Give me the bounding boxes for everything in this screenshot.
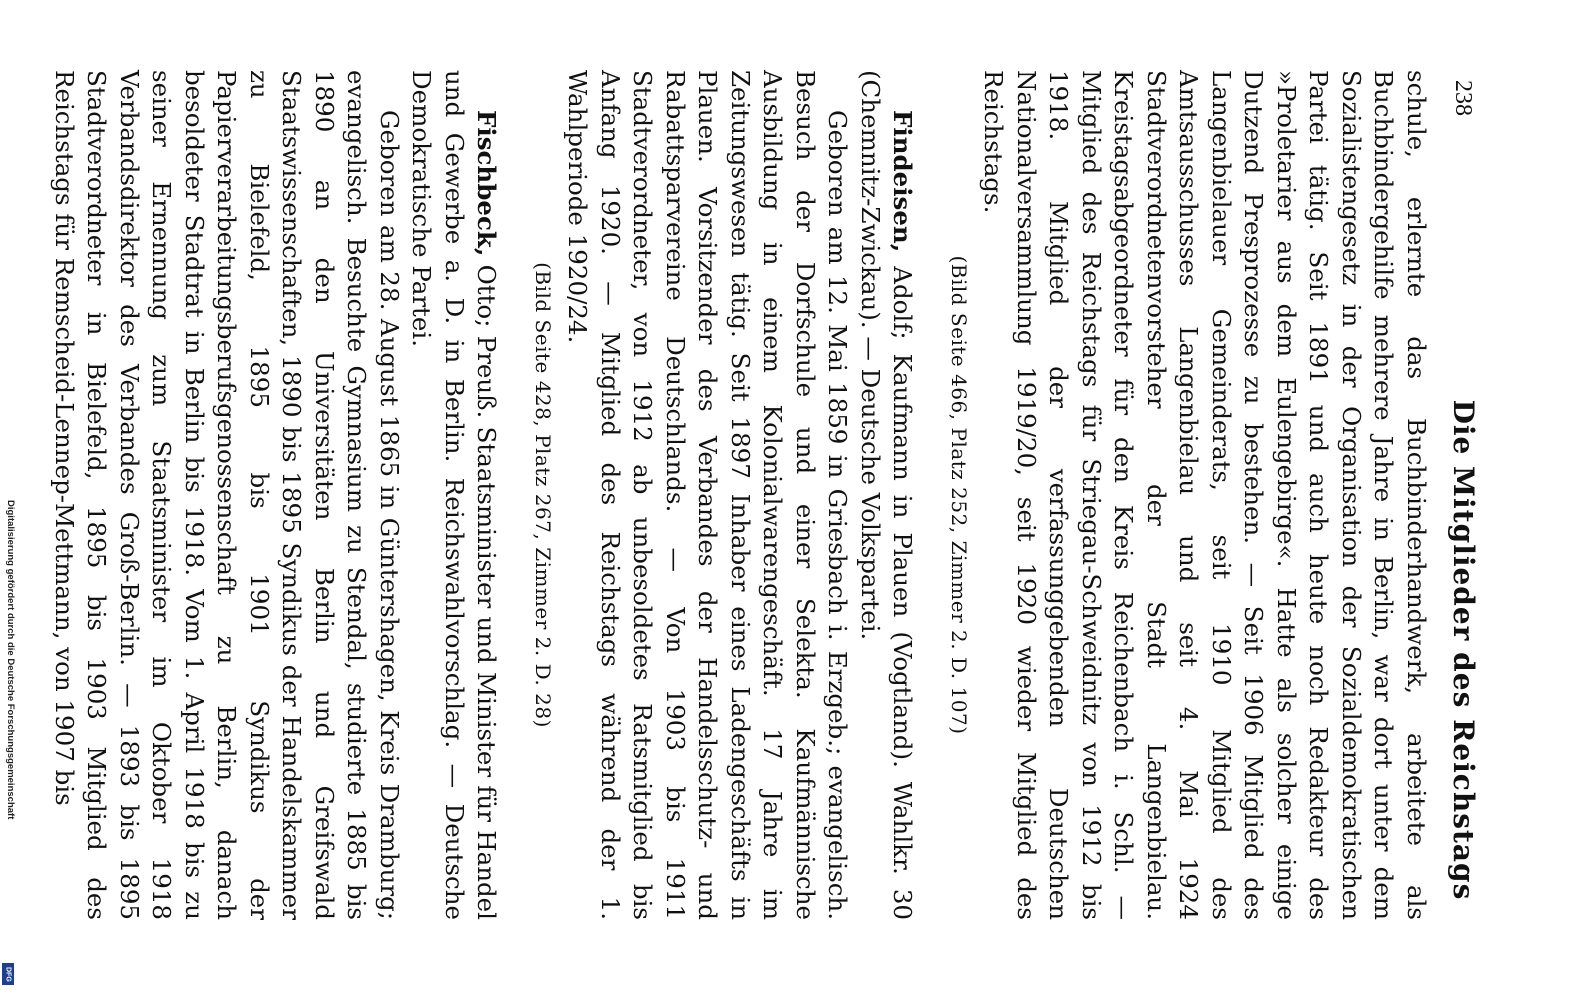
photo-reference: (Bild Seite 466, Platz 252, Zimmer 2. D. 107) <box>947 255 971 735</box>
photo-reference: (Bild Seite 428, Platz 267, Zimmer 2. D. 28) <box>531 262 555 728</box>
entry-biography: Geboren am 28. August 1865 in Güntershagen, Kreis Dramburg; evangelisch. Besuchte Gymnasium zu Stendal, studierte 1885 bis 1890 an den Universitäten Berlin und Greifswald Staatswissenschaften, 1890 bis 1895 Syndikus der Handelskammer zu Bielefeld, 1895 bis 1901 Syndikus der Papierverarbeitungsberufsgenossenschaft zu Berlin, danach besoldeter Stadtrat in Berlin bis 1918. Vom 1. April 1918 bis zu seiner Ernennung zum Staatsminister im Oktober 1918 Verbandsdirektor des Verbandes Groß-Berlin. — 1893 bis 1895 Stadtverordneter in Bielefeld, 1895 bis 1903 Mitglied des Reichstags für Remscheid-Lennep-Mettmann, von 1907 bis <box>50 70 404 920</box>
entry-header <box>854 70 919 920</box>
entry-continuation-text: schule, erlernte das Buchbinderhandwerk, arbeitete als Buchbindergehilfe mehrere Jahre in Berlin, war dort unter dem Sozialistengesetz in der Organisation der Sozialdemokratischen Partei tätig. Seit 1891 und auch heute noch Redakteur des »Proletarier aus dem Eulengebirge«. Hatte als solcher einige Dutzend Presprozesse zu bestehen. — Seit 1906 Mitglied des Langenbielauer Gemeinderats, seit 1910 Mitglied des Amtsausschusses Langenbielau und seit 4. Mai 1924 Stadtverordnetenvorsteher der Stadt Langenbielau. Kreistagsabgeordneter für den Kreis Reichenbach i. Schl. — Mitglied des Reichstags für Striegau-Schweidnitz von 1912 bis 1918. Mitglied der verfassunggebenden Deutschen Nationalversammlung 1919/20, seit 1920 wieder Mitglied des Reichstags. <box>979 70 1431 920</box>
running-title: Die Mitglieder des Reichstags <box>1447 399 1480 901</box>
member-details: Otto; Preuß. Staatsminister und Minister für Handel und Gewerbe a. D. in Berlin. Reichswahlvorschlag. — Deutsche Demokratische Partei. <box>407 70 502 920</box>
member-details: Adolf; Kaufmann in Plauen (Vogtland). Wahlkr. 30 (Chemnitz-Zwickau). — Deutsche Volkspartei. <box>856 70 918 920</box>
member-name: Findeisen, <box>888 110 918 253</box>
page-content <box>48 70 1433 920</box>
page-header <box>1440 40 1480 960</box>
entry-biography: Geboren am 12. Mai 1859 in Griesbach i. Erzgeb.; evangelisch. Besuch der Dorfschule und einer Selekta. Kaufmännische Ausbildung in einem Kolonialwarengeschäft. 17 Jahre im Zeitungswesen tätig. Seit 1897 Inhaber eines Ladengeschäfts in Plauen. Vorsitzender des Verbandes der Handelsschutz- und Rabattsparvereine Deutschlands. — Von 1903 bis 1911 Stadtverordneter, von 1912 ab unbesoldetes Ratsmitglied bis Anfang 1920. — Mitglied des Reichstags während der 1. Wahlperiode 1920/24. <box>563 70 853 920</box>
entry-header <box>405 70 503 920</box>
page-number: 238 <box>1450 80 1476 116</box>
member-name: Fischbeck, <box>472 110 502 257</box>
digitization-credit-text: Digitalisierung gefördert durch die Deutsche Forschungsgemeinschaft <box>5 500 16 820</box>
dfg-logo: DFG <box>2 963 14 985</box>
rotated-page <box>50 0 1490 1000</box>
digitization-credit <box>0 500 16 1000</box>
